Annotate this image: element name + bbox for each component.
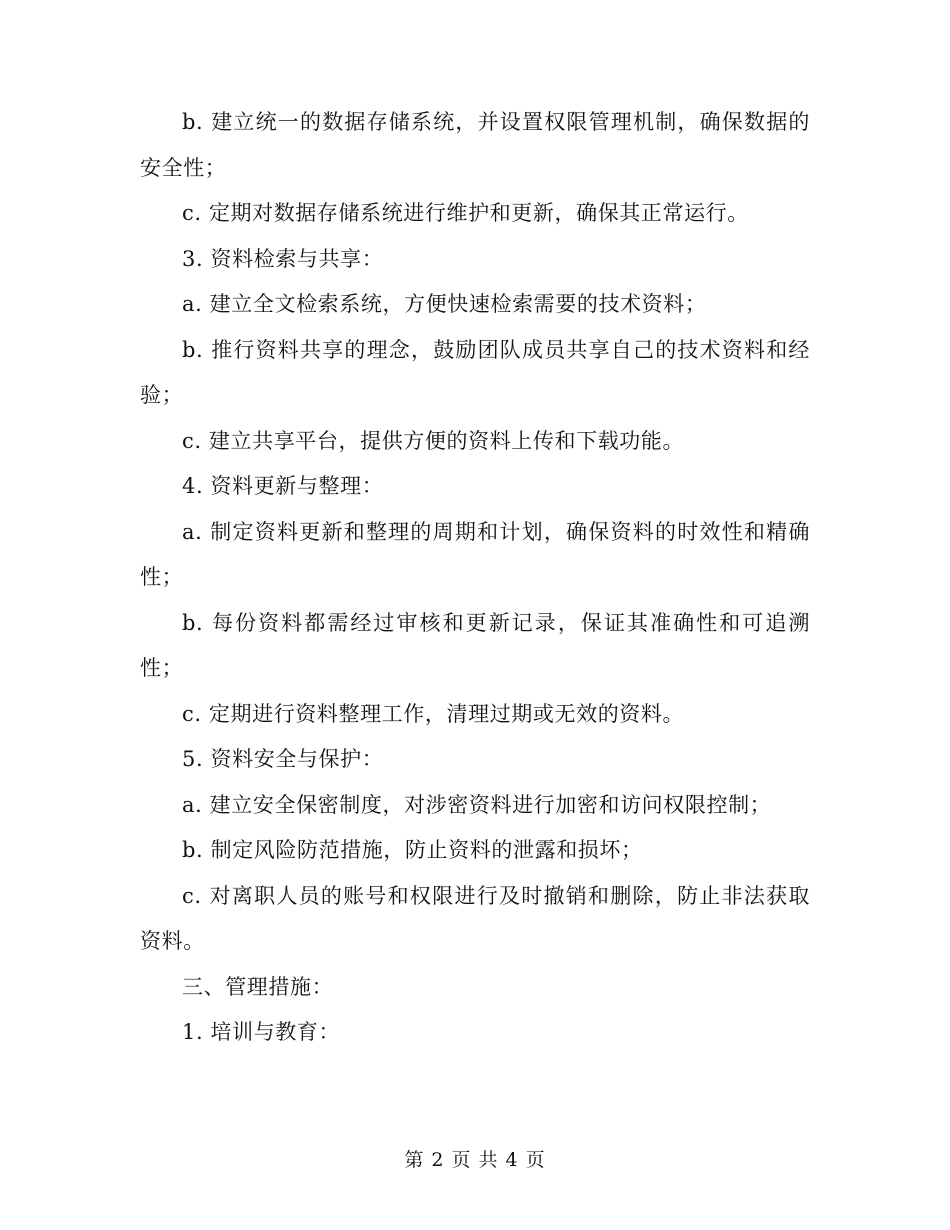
section-heading-update-organize: 4. 资料更新与整理： (182, 474, 384, 498)
paragraph-fulltext-search: a. 建立全文检索系统，方便快速检索需要的技术资料； (182, 292, 707, 316)
paragraph-periodic-cleanup: c. 定期进行资料整理工作，清理过期或无效的资料。 (182, 701, 685, 726)
paragraph-confidentiality-system: a. 建立安全保密制度，对涉密资料进行加密和访问权限控制； (182, 792, 772, 817)
document-body (140, 100, 810, 1056)
page-number-footer: 第 2 页 共 4 页 (404, 1149, 546, 1171)
paragraph-storage-permissions: b. 建立统一的数据存储系统，并设置权限管理机制，确保数据的安全性； (140, 110, 810, 180)
section-heading-management-measures: 三、管理措施： (182, 974, 334, 999)
section-heading-retrieval-sharing: 3. 资料检索与共享： (182, 246, 384, 271)
paragraph-storage-maintenance: c. 定期对数据存储系统进行维护和更新，确保其正常运行。 (182, 201, 749, 225)
paragraph-sharing-platform: c. 建立共享平台，提供方便的资料上传和下载功能。 (182, 428, 685, 453)
section-heading-security-protection: 5. 资料安全与保护： (182, 747, 384, 771)
section-heading-training-education: 1. 培训与教育： (182, 1020, 341, 1044)
paragraph-review-records: b. 每份资料都需经过审核和更新记录，保证其准确性和可追溯性； (140, 610, 810, 680)
paragraph-account-revocation: c. 对离职人员的账号和权限进行及时撤销和删除，防止非法获取资料。 (140, 883, 810, 953)
paragraph-risk-prevention: b. 制定风险防范措施，防止资料的泄露和损坏； (182, 838, 643, 862)
paragraph-update-schedule: a. 制定资料更新和整理的周期和计划，确保资料的时效性和精确性； (140, 519, 810, 589)
paragraph-sharing-concept: b. 推行资料共享的理念，鼓励团队成员共享自己的技术资料和经验； (140, 337, 810, 407)
